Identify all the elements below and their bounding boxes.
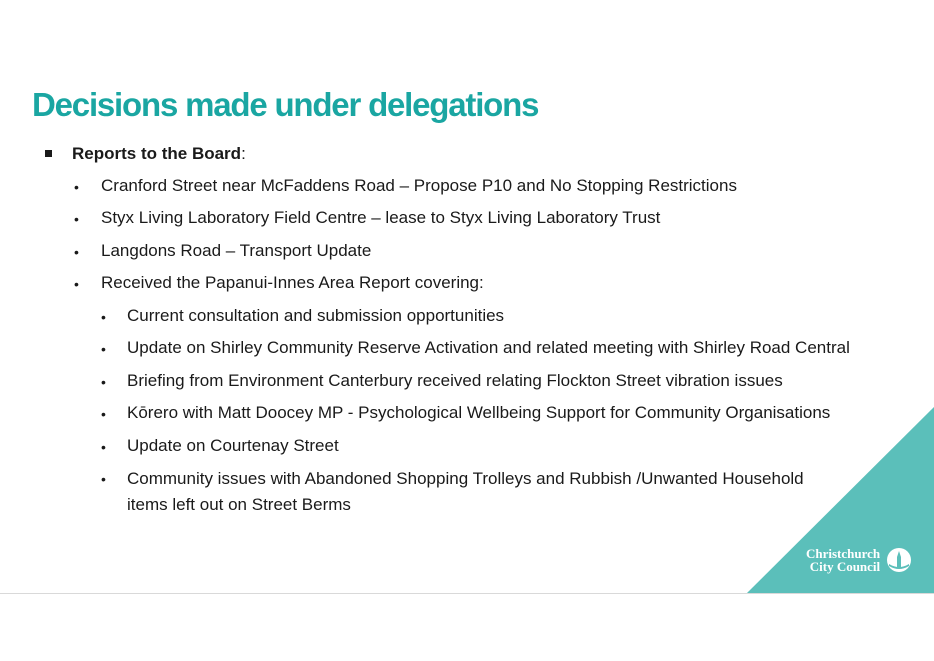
logo-line2: City Council [809,559,881,574]
list-item: Received the Papanui-Innes Area Report covering: [101,273,484,292]
list-item: Cranford Street near McFaddens Road – Propose P10 and No Stopping Restrictions [101,176,737,195]
list-item: Styx Living Laboratory Field Centre – lease to Styx Living Laboratory Trust [101,208,661,227]
bullet-icon: • [101,341,106,357]
bullet-icon: • [74,276,79,292]
sub-list-item: Kōrero with Matt Doocey MP - Psychological Wellbeing Support for Community Organisations [127,403,831,422]
council-logo [806,547,912,573]
heading-item [72,142,246,166]
cathedral-icon [886,547,912,573]
sub-list-item: Update on Courtenay Street [127,436,339,455]
bullet-icon: • [101,439,106,455]
sub-list-item: Update on Shirley Community Reserve Activation and related meeting with Shirley Road Central [127,338,850,357]
logo-line1: Christchurch [806,546,881,561]
heading-bold: Reports to the Board [72,144,242,163]
sub-list-item: Current consultation and submission opportunities [127,306,505,325]
sub-list-item: Community issues with Abandoned Shopping Trolleys and Rubbish /Unwanted Household items left out on Street Berms [127,469,804,514]
bullet-icon: • [101,374,106,390]
list-item: Langdons Road – Transport Update [101,241,372,260]
bullet-icon: • [101,471,106,487]
bullet-icon: • [74,179,79,195]
heading-suffix: : [241,144,246,163]
slide-title: Decisions made under delegations [32,86,539,123]
bullet-icon: • [74,211,79,227]
bullet-icon: • [101,406,106,422]
sub-list-item: Briefing from Environment Canterbury received relating Flockton Street vibration issues [127,371,783,390]
bullet-icon: • [101,309,106,325]
bottom-divider [0,593,934,594]
square-bullet-icon [45,150,52,157]
bullet-icon: • [74,244,79,260]
